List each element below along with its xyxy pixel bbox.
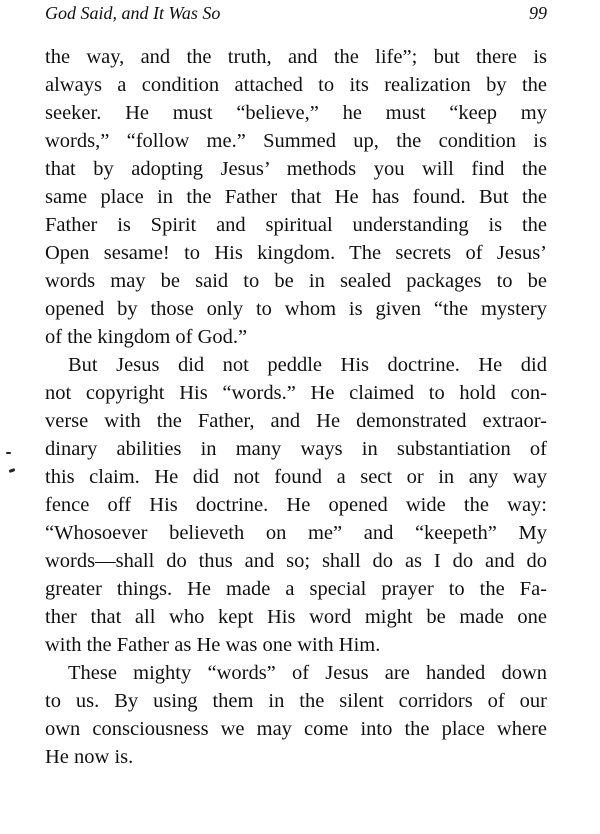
text-line: But Jesus did not peddle His doctrine. He did (68, 354, 547, 376)
text-line: to us. By using them in the silent corridors of our (45, 690, 547, 712)
text-line: greater things. He made a special prayer to the Fa- (45, 578, 547, 600)
text-line: words may be said to be in sealed packages to be (45, 270, 547, 292)
text-line: “Whosoever believeth on me” and “keepeth” My (45, 522, 547, 544)
scan-mark (9, 468, 16, 473)
page-number: 99 (529, 3, 547, 23)
text-line: opened by those only to whom is given “the mystery (45, 298, 547, 320)
text-line: the way, and the truth, and the life”; but there is (45, 46, 547, 68)
text-line: same place in the Father that He has found. But the (45, 186, 547, 208)
text-line: own consciousness we may come into the place where (45, 718, 547, 740)
text-line: dinary abilities in many ways in substantiation of (45, 438, 547, 460)
scan-mark (6, 452, 11, 454)
text-line: words,” “follow me.” Summed up, the condition is (45, 130, 547, 152)
text-line: with the Father as He was one with Him. (45, 634, 381, 656)
paragraph (45, 351, 547, 659)
running-title: God Said, and It Was So (45, 3, 221, 23)
text-line: fence off His doctrine. He opened wide the way: (45, 494, 547, 516)
text-line: Open sesame! to His kingdom. The secrets of Jesus’ (45, 242, 547, 264)
text-line: These mighty “words” of Jesus are handed down (68, 662, 547, 684)
text-line: always a condition attached to its realization by the (45, 74, 547, 96)
text-line: ther that all who kept His word might be made one (45, 606, 547, 628)
text-line: this claim. He did not found a sect or in any way (45, 466, 547, 488)
running-header (45, 0, 547, 26)
paragraph (45, 659, 547, 771)
body-text (45, 43, 547, 771)
paragraph (45, 43, 547, 351)
text-line: He now is. (45, 746, 134, 768)
text-line: that by adopting Jesus’ methods you will find the (45, 158, 547, 180)
text-line: of the kingdom of God.” (45, 326, 248, 348)
text-line: Father is Spirit and spiritual understanding is the (45, 214, 547, 236)
text-line: verse with the Father, and He demonstrated extraor- (45, 410, 547, 432)
text-line: words—shall do thus and so; shall do as I do and do (45, 550, 547, 572)
text-line: seeker. He must “believe,” he must “keep my (45, 102, 547, 124)
text-line: not copyright His “words.” He claimed to hold con- (45, 382, 547, 404)
